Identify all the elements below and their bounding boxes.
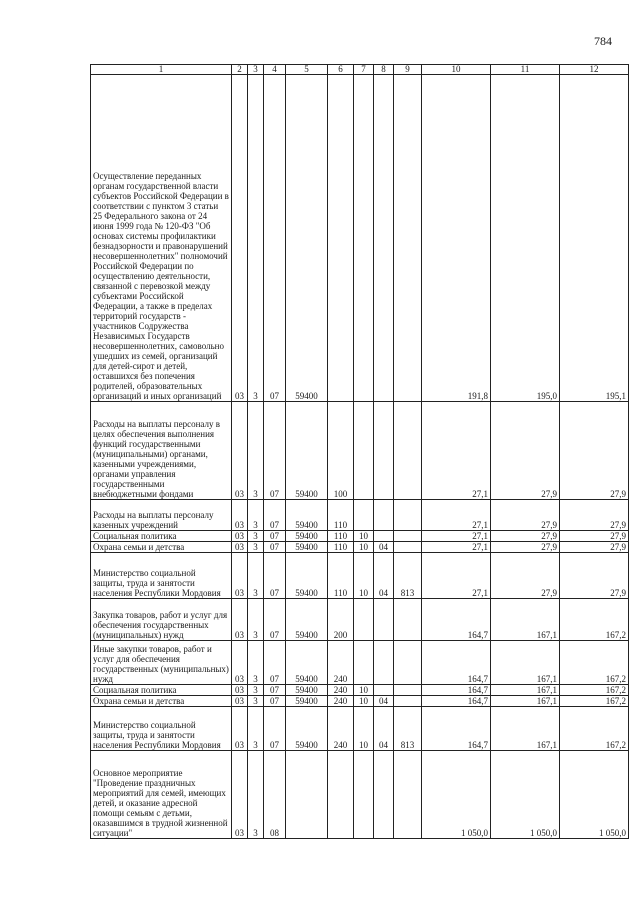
table-row: [91, 531, 629, 542]
cell-col11: 195,0: [491, 75, 560, 402]
cell-col3: 3: [248, 751, 264, 839]
cell-col6: 110: [328, 500, 354, 531]
cell-col5: 59400: [286, 707, 328, 751]
cell-col9: [394, 685, 422, 696]
cell-col2: 03: [232, 751, 248, 839]
row-description: Основное мероприятие "Проведение праздничных мероприятий для семей, имеющих детей, и оказание адресной помощи семьям с детьми, оказавшимся в трудной жизненной ситуации": [91, 751, 232, 839]
cell-col8: [374, 641, 394, 685]
cell-col10: 27,1: [422, 402, 491, 500]
header-row: [91, 65, 629, 75]
cell-col7: [354, 75, 374, 402]
cell-col7: 10: [354, 553, 374, 599]
cell-col2: 03: [232, 531, 248, 542]
cell-col2: 03: [232, 542, 248, 553]
cell-col2: 03: [232, 500, 248, 531]
cell-col9: [394, 402, 422, 500]
cell-col7: [354, 751, 374, 839]
cell-col12: 167,2: [560, 707, 629, 751]
cell-col9: [394, 751, 422, 839]
cell-col3: 3: [248, 707, 264, 751]
cell-col10: 27,1: [422, 531, 491, 542]
cell-col9: [394, 531, 422, 542]
cell-col8: [374, 751, 394, 839]
cell-col9: [394, 500, 422, 531]
cell-col8: [374, 500, 394, 531]
cell-col6: 240: [328, 685, 354, 696]
cell-col7: [354, 402, 374, 500]
cell-col10: 164,7: [422, 685, 491, 696]
cell-col5: 59400: [286, 402, 328, 500]
row-description: Осуществление переданных органам государственной власти субъектов Российской Федерации в соответствии с пунктом 3 статьи 25 Федерального закона от 24 июня 1999 года № 120-ФЗ "Об основах системы профилактики безнадзорности и правонарушений несовершеннолетних" полномочий Российской Федерации по осуществлению деятельности, связанной с перевозкой между субъектами Российской Федерации, а также в пределах территорий государств - участников Содружества Независимых Государств несовершеннолетних, самовольно ушедших из семей, организаций для детей-сирот и детей, оставшихся без попечения родителей, образовательных организаций и иных организаций: [91, 75, 232, 402]
cell-col6: 200: [328, 599, 354, 641]
cell-col5: 59400: [286, 542, 328, 553]
cell-col12: 167,2: [560, 685, 629, 696]
cell-col3: 3: [248, 531, 264, 542]
cell-col3: 3: [248, 402, 264, 500]
cell-col5: 59400: [286, 553, 328, 599]
cell-col12: 167,2: [560, 599, 629, 641]
cell-col4: 07: [264, 685, 286, 696]
cell-col2: 03: [232, 685, 248, 696]
cell-col8: [374, 599, 394, 641]
cell-col6: 110: [328, 531, 354, 542]
cell-col2: 03: [232, 696, 248, 707]
cell-col10: 191,8: [422, 75, 491, 402]
cell-col10: 1 050,0: [422, 751, 491, 839]
cell-col9: 813: [394, 553, 422, 599]
cell-col8: [374, 531, 394, 542]
cell-col10: 27,1: [422, 542, 491, 553]
cell-col4: 07: [264, 531, 286, 542]
cell-col3: 3: [248, 553, 264, 599]
cell-col10: 164,7: [422, 641, 491, 685]
cell-col3: 3: [248, 500, 264, 531]
cell-col12: 1 050,0: [560, 751, 629, 839]
row-description: Охрана семьи и детства: [91, 542, 232, 553]
cell-col8: [374, 75, 394, 402]
cell-col11: 167,1: [491, 641, 560, 685]
cell-col7: [354, 500, 374, 531]
row-description: Закупка товаров, работ и услуг для обеспечения государственных (муниципальных) нужд: [91, 599, 232, 641]
cell-col6: [328, 75, 354, 402]
cell-col6: 240: [328, 696, 354, 707]
table-row: [91, 641, 629, 685]
cell-col10: 164,7: [422, 599, 491, 641]
cell-col11: 27,9: [491, 542, 560, 553]
cell-col7: [354, 599, 374, 641]
header-cell: 1: [91, 65, 232, 75]
cell-col4: 07: [264, 553, 286, 599]
header-cell: 9: [394, 65, 422, 75]
cell-col5: 59400: [286, 500, 328, 531]
table-row: [91, 402, 629, 500]
cell-col12: 167,2: [560, 696, 629, 707]
header-cell: 12: [560, 65, 629, 75]
cell-col11: 27,9: [491, 531, 560, 542]
cell-col5: 59400: [286, 599, 328, 641]
row-description: Расходы на выплаты персоналу в целях обеспечения выполнения функций государственными (муниципальными) органами, казенными учреждениями, органами управления государственными внебюджетными фондами: [91, 402, 232, 500]
cell-col2: 03: [232, 75, 248, 402]
cell-col9: [394, 599, 422, 641]
row-description: Социальная политика: [91, 685, 232, 696]
cell-col4: 07: [264, 75, 286, 402]
header-cell: 6: [328, 65, 354, 75]
cell-col2: 03: [232, 707, 248, 751]
budget-table: [90, 64, 629, 839]
header-cell: 2: [232, 65, 248, 75]
cell-col12: 27,9: [560, 542, 629, 553]
cell-col12: 27,9: [560, 553, 629, 599]
cell-col10: 164,7: [422, 696, 491, 707]
cell-col9: [394, 542, 422, 553]
cell-col8: [374, 685, 394, 696]
cell-col7: 10: [354, 696, 374, 707]
cell-col8: 04: [374, 542, 394, 553]
table-row: [91, 542, 629, 553]
cell-col11: 167,1: [491, 599, 560, 641]
cell-col8: 04: [374, 553, 394, 599]
row-description: Министерство социальной защиты, труда и занятости населения Республики Мордовия: [91, 553, 232, 599]
row-description: Иные закупки товаров, работ и услуг для обеспечения государственных (муниципальных) нужд: [91, 641, 232, 685]
table-row: [91, 751, 629, 839]
cell-col3: 3: [248, 75, 264, 402]
cell-col11: 27,9: [491, 500, 560, 531]
cell-col2: 03: [232, 553, 248, 599]
cell-col4: 08: [264, 751, 286, 839]
cell-col9: [394, 75, 422, 402]
row-description: Расходы на выплаты персоналу казенных учреждений: [91, 500, 232, 531]
cell-col6: [328, 751, 354, 839]
table-row: [91, 599, 629, 641]
header-cell: 3: [248, 65, 264, 75]
cell-col4: 07: [264, 696, 286, 707]
table-row: [91, 685, 629, 696]
cell-col6: 240: [328, 641, 354, 685]
cell-col10: 27,1: [422, 553, 491, 599]
cell-col4: 07: [264, 402, 286, 500]
row-description: Министерство социальной защиты, труда и занятости населения Республики Мордовия: [91, 707, 232, 751]
cell-col4: 07: [264, 599, 286, 641]
cell-col12: 27,9: [560, 500, 629, 531]
cell-col11: 167,1: [491, 685, 560, 696]
cell-col9: [394, 696, 422, 707]
row-description: Охрана семьи и детства: [91, 696, 232, 707]
cell-col4: 07: [264, 641, 286, 685]
cell-col11: 167,1: [491, 707, 560, 751]
cell-col5: 59400: [286, 696, 328, 707]
cell-col8: 04: [374, 707, 394, 751]
cell-col8: 04: [374, 696, 394, 707]
cell-col7: [354, 641, 374, 685]
cell-col3: 3: [248, 696, 264, 707]
cell-col11: 1 050,0: [491, 751, 560, 839]
cell-col10: 164,7: [422, 707, 491, 751]
header-cell: 4: [264, 65, 286, 75]
cell-col4: 07: [264, 500, 286, 531]
cell-col7: 10: [354, 531, 374, 542]
cell-col8: [374, 402, 394, 500]
cell-col11: 27,9: [491, 402, 560, 500]
header-cell: 8: [374, 65, 394, 75]
cell-col12: 27,9: [560, 402, 629, 500]
cell-col5: 59400: [286, 531, 328, 542]
cell-col9: [394, 641, 422, 685]
cell-col3: 3: [248, 641, 264, 685]
table-row: [91, 500, 629, 531]
cell-col5: 59400: [286, 685, 328, 696]
cell-col9: 813: [394, 707, 422, 751]
cell-col4: 07: [264, 707, 286, 751]
cell-col6: 240: [328, 707, 354, 751]
cell-col4: 07: [264, 542, 286, 553]
cell-col2: 03: [232, 641, 248, 685]
cell-col3: 3: [248, 599, 264, 641]
cell-col7: 10: [354, 707, 374, 751]
row-description: Социальная политика: [91, 531, 232, 542]
cell-col6: 100: [328, 402, 354, 500]
cell-col12: 167,2: [560, 641, 629, 685]
cell-col6: 110: [328, 542, 354, 553]
table-row: [91, 553, 629, 599]
cell-col5: [286, 751, 328, 839]
cell-col11: 167,1: [491, 696, 560, 707]
cell-col3: 3: [248, 685, 264, 696]
header-cell: 11: [491, 65, 560, 75]
cell-col10: 27,1: [422, 500, 491, 531]
cell-col11: 27,9: [491, 553, 560, 599]
page-number: 784: [594, 34, 612, 48]
cell-col12: 27,9: [560, 531, 629, 542]
cell-col2: 03: [232, 402, 248, 500]
cell-col2: 03: [232, 599, 248, 641]
header-cell: 5: [286, 65, 328, 75]
table-row: [91, 696, 629, 707]
cell-col7: 10: [354, 542, 374, 553]
table-row: [91, 75, 629, 402]
cell-col3: 3: [248, 542, 264, 553]
table-row: [91, 707, 629, 751]
cell-col7: 10: [354, 685, 374, 696]
header-cell: 10: [422, 65, 491, 75]
header-cell: 7: [354, 65, 374, 75]
cell-col6: 110: [328, 553, 354, 599]
cell-col12: 195,1: [560, 75, 629, 402]
cell-col5: 59400: [286, 75, 328, 402]
cell-col5: 59400: [286, 641, 328, 685]
